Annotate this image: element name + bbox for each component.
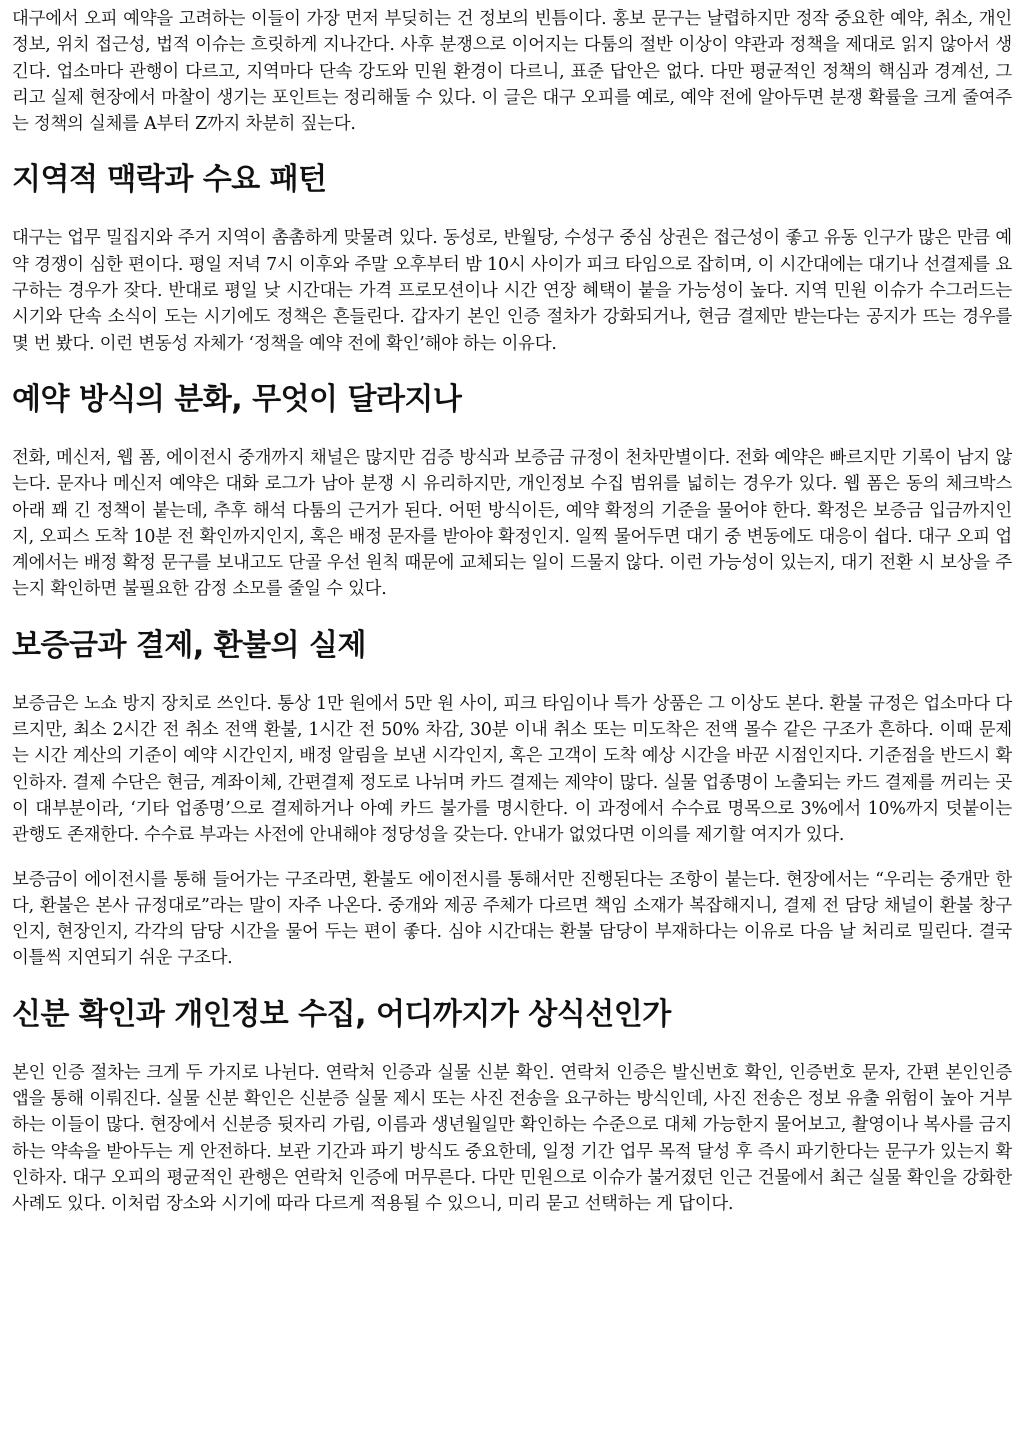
section-heading: 신분 확인과 개인정보 수집, 어디까지가 상식선인가 xyxy=(12,996,671,1032)
section-heading: 예약 방식의 분화, 무엇이 달라지나 xyxy=(12,381,462,417)
section-paragraph: 본인 인증 절차는 크게 두 가지로 나뉜다. 연락처 인증과 실물 신분 확인. 연락처 인증은 발신번호 확인, 인증번호 문자, 간편 본인인증 앱을 통해 이뤄진다. 실물 신분 확인은 신분증 실물 제시 또는 사진 전송을 요구하는 방식인데, 사진 전송은 정보 유출 위험이 높아 거부하는 이들이 많다. 현장에서 신분증 뒷자리 가림, 이름과 생년월일만 확인하는 수준으로 대체 가능한지 물어보고, 촬영이나 복사를 금지하는 약속을 받아두는 게 안전하다. 보관 기간과 파기 방식도 중요한데, 일정 기간 업무 목적 달성 후 즉시 파기한다는 문구가 있는지 확인하자. 대구 오피의 평균적인 관행은 연락처 인증에 머무른다. 다만 민원으로 이슈가 불거졌던 인근 건물에서 최근 실물 확인을 강화한 사례도 있다. 이처럼 장소와 시기에 따라 다르게 적용될 수 있으니, 미리 묻고 선택하는 게 답이다. xyxy=(12,1062,1012,1215)
section-paragraph: 전화, 메신저, 웹 폼, 에이전시 중개까지 채널은 많지만 검증 방식과 보증금 규정이 천차만별이다. 전화 예약은 빠르지만 기록이 남지 않는다. 문자나 메신저 예약은 대화 로그가 남아 분쟁 시 유리하지만, 개인정보 수집 범위를 넓히는 경우가 있다. 웹 폼은 동의 체크박스 아래 꽤 긴 정책이 붙는데, 추후 해석 다툼의 근거가 된다. 어떤 방식이든, 예약 확정의 기준을 물어야 한다. 확정은 보증금 입금까지인지, 오피스 도착 10분 전 확인까지인지, 혹은 배정 문자를 받아야 확정인지. 일찍 물어두면 대기 중 변동에도 대응이 쉽다. 대구 오피 업계에서는 배정 확정 문구를 보내고도 단골 우선 원칙 때문에 교체되는 일이 드물지 않다. 이런 가능성이 있는지, 대기 전환 시 보상을 주는지 확인하면 불필요한 감정 소모를 줄일 수 있다. xyxy=(12,447,1012,600)
section-paragraph: 대구는 업무 밀집지와 주거 지역이 촘촘하게 맞물려 있다. 동성로, 반월당, 수성구 중심 상권은 접근성이 좋고 유동 인구가 많은 만큼 예약 경쟁이 심한 편이다. 평일 저녁 7시 이후와 주말 오후부터 밤 10시 사이가 피크 타임으로 잡히며, 이 시간대에는 대기나 선결제를 요구하는 경우가 잦다. 반대로 평일 낮 시간대는 가격 프로모션이나 시간 연장 혜택이 붙을 가능성이 높다. 지역 민원 이슈가 수그러드는 시기와 단속 소식이 도는 시기에도 정책은 흔들린다. 갑자기 본인 인증 절차가 강화되거나, 현금 결제만 받는다는 공지가 뜨는 경우를 몇 번 봤다. 이런 변동성 자체가 ‘정책을 예약 전에 확인’해야 하는 이유다. xyxy=(12,228,1012,354)
section-heading: 보증금과 결제, 환불의 실제 xyxy=(12,627,367,663)
section-regional-context xyxy=(12,161,1012,356)
section-paragraph: 보증금이 에이전시를 통해 들어가는 구조라면, 환불도 에이전시를 통해서만 진행된다는 조항이 붙는다. 현장에서는 “우리는 중개만 한다, 환불은 본사 규정대로”라는 말이 자주 나온다. 중개와 제공 주체가 다르면 책임 소재가 복잡해지니, 결제 전 담당 채널이 환불 창구인지, 현장인지, 각각의 담당 시간을 물어 두는 편이 좋다. 심야 시간대는 환불 담당이 부재하다는 이유로 다음 날 처리로 밀린다. 결국 이틀씩 지연되기 쉬운 구조다. xyxy=(12,869,1012,969)
section-booking-methods xyxy=(12,381,1012,603)
section-identity-privacy xyxy=(12,996,1012,1218)
section-paragraph: 보증금은 노쇼 방지 장치로 쓰인다. 통상 1만 원에서 5만 원 사이, 피크 타임이나 특가 상품은 그 이상도 본다. 환불 규정은 업소마다 다르지만, 최소 2시간 전 취소 전액 환불, 1시간 전 50% 차감, 30분 이내 취소 또는 미도착은 전액 몰수 같은 구조가 흔하다. 이때 문제는 시간 계산의 기준이 예약 시간인지, 배정 알림을 보낸 시각인지, 혹은 고객이 도착 예상 시간을 바꾼 시점인지다. 기준점을 반드시 확인하자. 결제 수단은 현금, 계좌이체, 간편결제 정도로 나뉘며 카드 결제는 제약이 많다. 실물 업종명이 노출되는 카드 결제를 꺼리는 곳이 대부분이라, ‘기타 업종명’으로 결제하거나 아예 카드 불가를 명시한다. 이 과정에서 수수료 명목으로 3%에서 10%까지 덧붙이는 관행도 존재한다. 수수료 부과는 사전에 안내해야 정당성을 갖는다. 안내가 없었다면 이의를 제기할 여지가 있다. xyxy=(12,693,1012,846)
section-heading: 지역적 맥락과 수요 패턴 xyxy=(12,162,327,198)
intro-paragraph: 대구에서 오피 예약을 고려하는 이들이 가장 먼저 부딪히는 건 정보의 빈틈이다. 홍보 문구는 날렵하지만 정작 중요한 예약, 취소, 개인정보, 위치 접근성, 법적 이슈는 흐릿하게 지나간다. 사후 분쟁으로 이어지는 다툼의 절반 이상이 약관과 정책을 제대로 읽지 않아서 생긴다. 업소마다 관행이 다르고, 지역마다 단속 강도와 민원 환경이 다르니, 표준 답안은 없다. 다만 평균적인 정책의 핵심과 경계선, 그리고 실제 현장에서 마찰이 생기는 포인트는 정리해둘 수 있다. 이 글은 대구 오피를 예로, 예약 전에 알아두면 분쟁 확률을 크게 줄여주는 정책의 실체를 A부터 Z까지 차분히 짚는다. xyxy=(12,9,1012,135)
section-deposit-payment-refund xyxy=(12,627,1012,972)
